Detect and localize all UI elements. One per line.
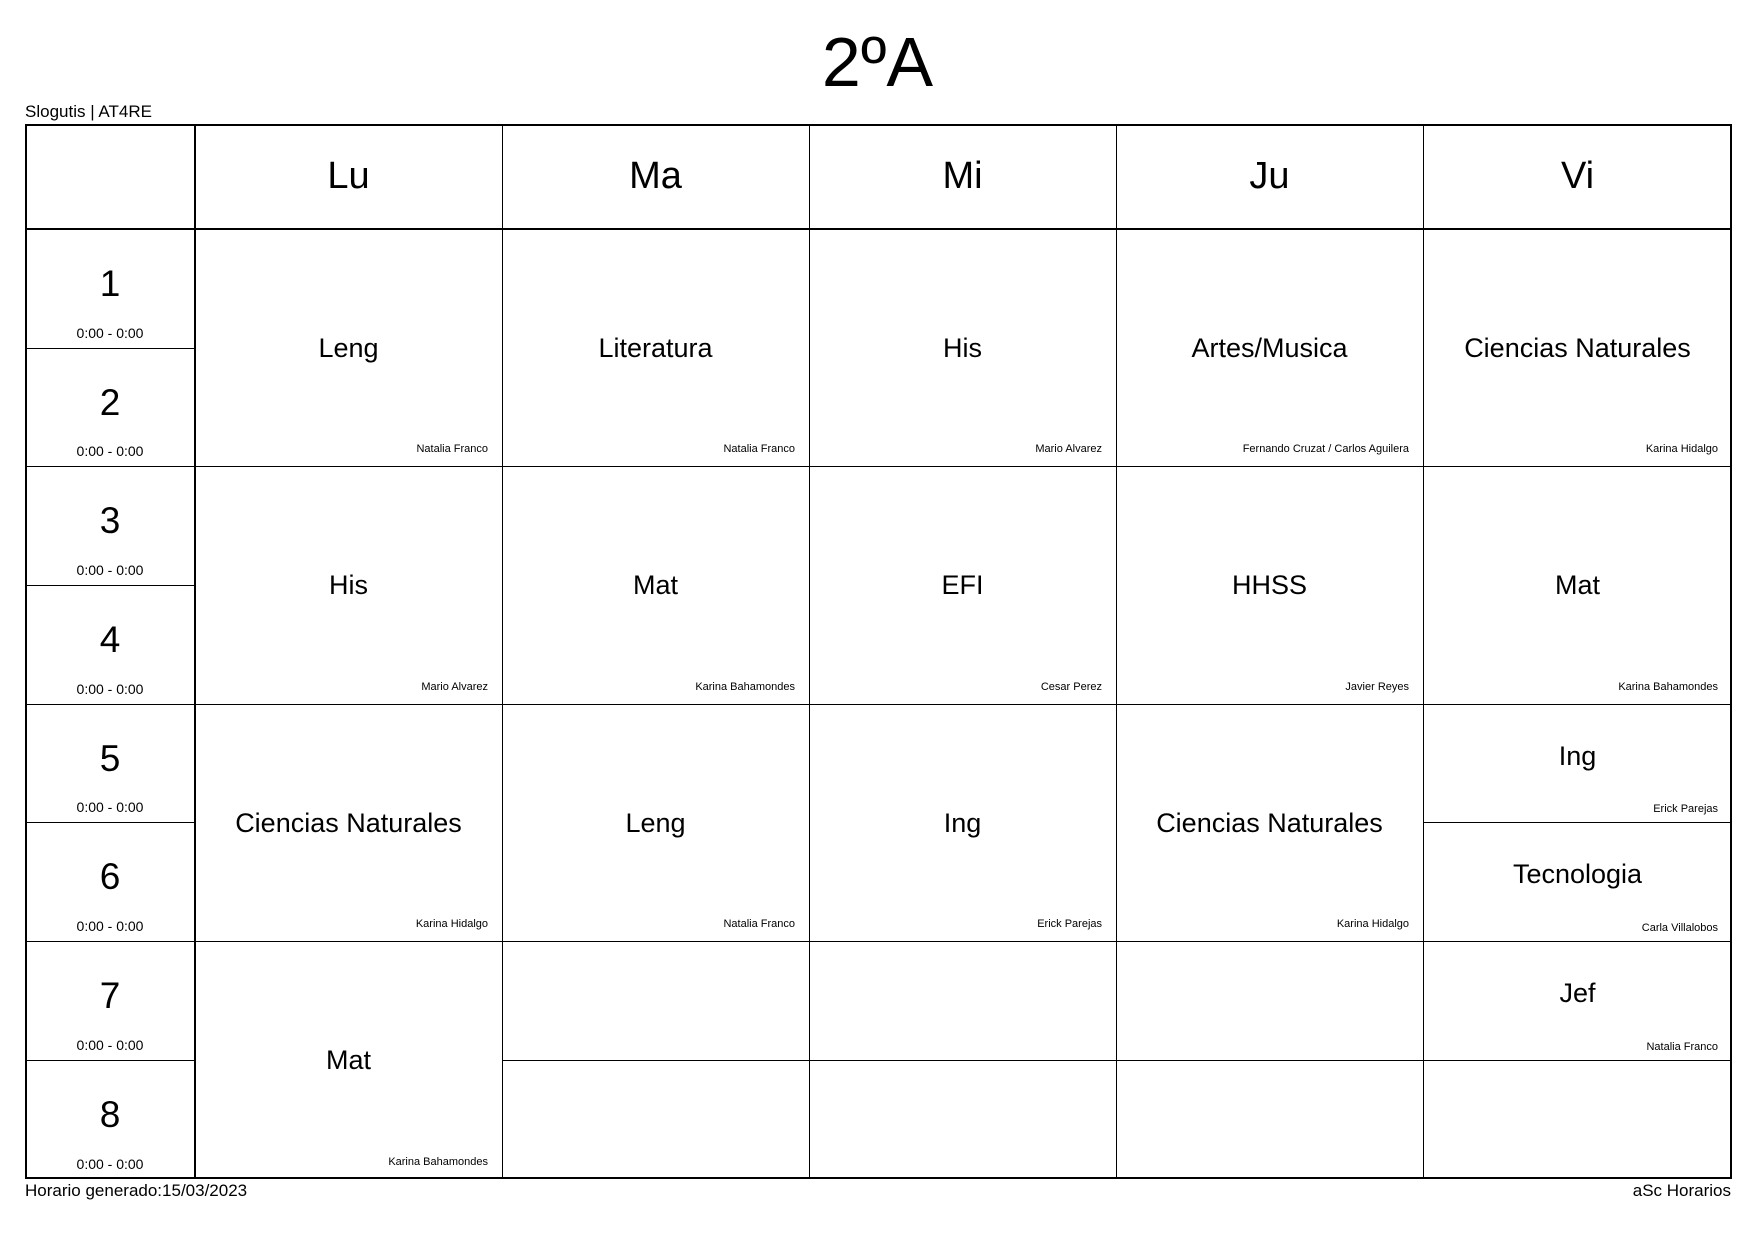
lesson-teacher: Karina Bahamondes: [695, 681, 795, 693]
grid-border: [1730, 124, 1732, 1179]
header-separator: [25, 228, 1732, 230]
lesson-lu-5-6: [195, 704, 502, 941]
grid-border: [25, 1177, 1732, 1179]
lesson-subject: Artes/Musica: [1191, 332, 1348, 363]
lesson-mi-5-6: [809, 704, 1116, 941]
lesson-teacher: Karina Hidalgo: [1336, 918, 1409, 930]
lesson-ju-3-4: [1116, 466, 1423, 704]
software-credit: aSc Horarios: [1632, 1181, 1731, 1200]
period-4: [25, 585, 195, 704]
period-number: 4: [99, 619, 121, 660]
row-separator: [25, 941, 1732, 942]
row-separator: [25, 1060, 195, 1061]
period-number: 2: [99, 382, 121, 423]
lesson-teacher: Mario Alvarez: [1035, 443, 1102, 455]
lesson-vi-5: [1423, 704, 1732, 822]
row-separator: [25, 348, 195, 349]
lesson-subject: Tecnologia: [1512, 859, 1643, 890]
lesson-subject: Literatura: [598, 332, 713, 363]
lesson-ma-3-4: [502, 466, 809, 704]
lesson-teacher: Fernando Cruzat / Carlos Aguilera: [1242, 443, 1409, 455]
lesson-lu-3-4: [195, 466, 502, 704]
period-time: 0:00 - 0:00: [76, 1037, 144, 1053]
day-header-ma: Ma: [629, 155, 682, 197]
grid-border: [25, 124, 27, 1179]
period-number: 3: [99, 500, 121, 541]
lesson-ma-5-6: [502, 704, 809, 941]
label-column-separator: [194, 124, 196, 1179]
row-separator: [25, 585, 195, 586]
lesson-subject: Jef: [1559, 978, 1596, 1009]
empty-slot: [1423, 1060, 1732, 1179]
lesson-teacher: Natalia Franco: [723, 918, 795, 930]
lesson-subject: Ing: [943, 807, 982, 838]
lesson-teacher: Javier Reyes: [1345, 681, 1409, 693]
lesson-vi-1-2: [1423, 229, 1732, 466]
lesson-lu-1-2: [195, 229, 502, 466]
lesson-teacher: Natalia Franco: [1646, 1041, 1718, 1053]
school-name: Slogutis | AT4RE: [25, 102, 152, 121]
lesson-teacher: Erick Parejas: [1037, 918, 1102, 930]
day-header-vi: Vi: [1560, 155, 1595, 197]
grid-border: [25, 124, 1732, 126]
lesson-vi-7: [1423, 941, 1732, 1060]
period-time: 0:00 - 0:00: [76, 918, 144, 934]
lesson-subject: Ing: [1558, 740, 1597, 771]
lesson-teacher: Karina Bahamondes: [388, 1156, 488, 1168]
period-1: [25, 229, 195, 348]
row-separator: [502, 1060, 1732, 1061]
lesson-vi-3-4: [1423, 466, 1732, 704]
row-separator: [25, 466, 1732, 467]
lesson-teacher: Karina Hidalgo: [1645, 443, 1718, 455]
lesson-subject: Ciencias Naturales: [235, 807, 462, 838]
generated-date: Horario generado:15/03/2023: [25, 1181, 248, 1200]
day-header-ju: Ju: [1249, 155, 1290, 197]
row-separator: [25, 822, 195, 823]
period-number: 5: [99, 738, 121, 779]
lesson-subject: Mat: [1554, 570, 1600, 600]
row-separator: [1423, 822, 1732, 823]
lesson-subject: Leng: [625, 807, 686, 838]
period-time: 0:00 - 0:00: [76, 799, 144, 815]
lesson-subject: EFI: [941, 570, 984, 600]
day-header-mi: Mi: [942, 155, 983, 197]
lesson-ma-1-2: [502, 229, 809, 466]
lesson-subject: HHSS: [1231, 570, 1307, 600]
period-5: [25, 704, 195, 822]
column-separator: [809, 124, 810, 1179]
period-8: [25, 1060, 195, 1179]
lesson-subject: His: [943, 332, 982, 363]
lesson-subject: Leng: [318, 332, 379, 363]
timetable-title: 2ºA: [821, 23, 934, 101]
column-separator: [502, 124, 503, 1179]
period-time: 0:00 - 0:00: [76, 325, 144, 341]
lesson-lu-7-8: [195, 941, 502, 1179]
period-number: 6: [99, 856, 121, 897]
lesson-teacher: Karina Bahamondes: [1618, 681, 1718, 693]
lesson-teacher: Erick Parejas: [1653, 803, 1718, 815]
lesson-ju-5-6: [1116, 704, 1423, 941]
period-2: [25, 348, 195, 466]
lesson-subject: Mat: [632, 570, 678, 600]
column-separator: [1116, 124, 1117, 1179]
lesson-subject: Mat: [325, 1045, 371, 1075]
lesson-subject: Ciencias Naturales: [1156, 807, 1383, 838]
lesson-ju-1-2: [1116, 229, 1423, 466]
lesson-mi-3-4: [809, 466, 1116, 704]
lesson-teacher: Mario Alvarez: [421, 681, 488, 693]
period-time: 0:00 - 0:00: [76, 562, 144, 578]
timetable-grid: [25, 124, 1732, 1179]
lesson-teacher: Karina Hidalgo: [415, 918, 488, 930]
column-separator: [1423, 124, 1424, 1179]
period-number: 1: [99, 263, 121, 304]
lesson-teacher: Cesar Perez: [1040, 681, 1102, 693]
period-number: 8: [99, 1094, 121, 1135]
period-number: 7: [99, 975, 121, 1016]
period-6: [25, 822, 195, 941]
period-3: [25, 466, 195, 585]
lesson-subject: Ciencias Naturales: [1464, 332, 1691, 363]
period-time: 0:00 - 0:00: [76, 443, 144, 459]
lesson-teacher: Natalia Franco: [416, 443, 488, 455]
row-separator: [25, 704, 1732, 705]
lesson-subject: His: [329, 570, 368, 600]
lesson-vi-6: [1423, 822, 1732, 941]
lesson-teacher: Natalia Franco: [723, 443, 795, 455]
lesson-mi-1-2: [809, 229, 1116, 466]
day-header-lu: Lu: [327, 155, 370, 197]
period-time: 0:00 - 0:00: [76, 1156, 144, 1172]
lesson-teacher: Carla Villalobos: [1641, 922, 1718, 934]
period-7: [25, 941, 195, 1060]
period-time: 0:00 - 0:00: [76, 681, 144, 697]
